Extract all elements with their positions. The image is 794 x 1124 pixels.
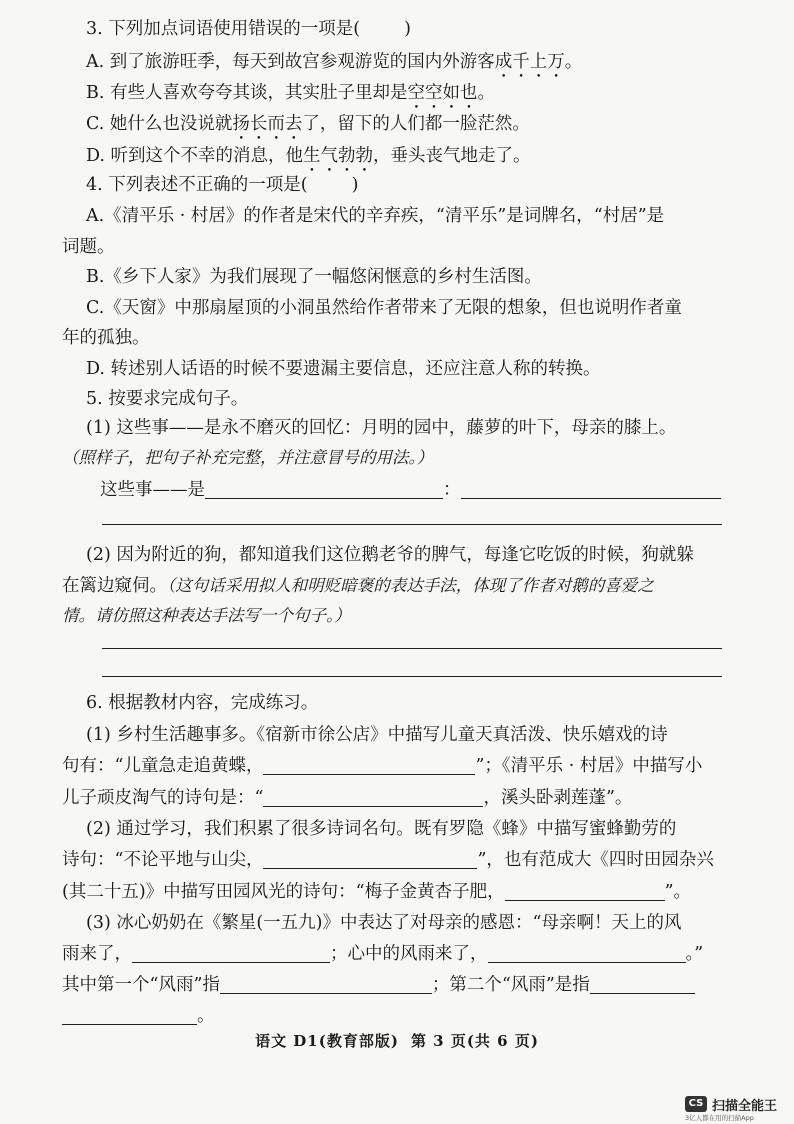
q6-part2-line2: 诗句：“不论平地与山尖， ”，也有范成大《四时田园杂兴 (62, 850, 714, 870)
q5-sentence2-line2: 在篱边窥伺。（这句话采用拟人和明贬暗褒的表达手法，体现了作者对鹅的喜爱之 (62, 576, 654, 596)
q4-option-d: D. 转述别人话语的时候不要遗漏主要信息，还应注意人称的转换。 (86, 359, 601, 379)
q4-option-c-line1: C.《天窗》中那扇屋顶的小洞虽然给作者带来了无限的想象，但也说明作者童 (86, 298, 682, 318)
q5-fill-row: 这些事——是 ： (100, 477, 721, 503)
answer-blank[interactable] (62, 1006, 197, 1025)
q4-option-a-line1: A.《清平乐 · 村居》的作者是宋代的辛弃疾，“清平乐”是词牌名，“村居”是 (86, 206, 665, 226)
answer-blank[interactable] (205, 480, 443, 499)
q3-option-d: D. 听到这个不幸的消息，他生气勃勃，垂头丧气地走了。 (86, 146, 531, 166)
answer-line[interactable] (102, 524, 722, 525)
q6-part1-line1: (1) 乡村生活趣事多。《宿新市徐公店》中描写儿童天真活泼、快乐嬉戏的诗 (86, 725, 668, 745)
q6-part3-line3: 其中第一个“风雨”指 ；第二个“风雨”是指 (62, 972, 695, 998)
q6-part1-line3: 儿子顽皮淘气的诗句是：“ ，溪头卧剥莲蓬”。 (62, 788, 633, 808)
answer-blank[interactable] (220, 975, 432, 994)
answer-blank[interactable] (263, 850, 477, 869)
q5-sentence1-hint: （照样子，把句子补充完整，并注意冒号的用法。） (62, 448, 434, 467)
answer-blank[interactable] (488, 944, 686, 963)
answer-blank[interactable] (590, 975, 695, 994)
camscanner-name: 扫描全能王 (712, 1099, 778, 1114)
q6-part3-line4: 。 (62, 1003, 215, 1029)
q5-sentence2-line3: 情。请仿照这种表达手法写一个句子。） (62, 606, 351, 625)
q5-sentence2-line1: (2) 因为附近的狗，都知道我们这位鹅老爷的脾气，每逢它吃饭的时候，狗就躲 (86, 545, 694, 565)
footer-page-number: 第 3 页(共 6 页) (410, 1032, 539, 1050)
q3-option-b: B. 有些人喜欢夸夸其谈，其实肚子里却是空空如也。 (86, 83, 495, 103)
q6-part1-line2: 句有：“儿童急走追黄蝶， ”；《清平乐 · 村居》中描写小 (62, 756, 703, 776)
page-footer (0, 1030, 794, 1051)
q4-option-c-line2: 年的孤独。 (62, 328, 150, 348)
q6-part3-line2: 雨来了， ；心中的风雨来了， 。” (62, 944, 704, 964)
q3-option-c: C. 她什么也没说就扬长而去了，留下的人们都一脸茫然。 (86, 114, 530, 134)
answer-blank[interactable] (132, 944, 330, 963)
q6-part3-line1: (3) 冰心奶奶在《繁星(一五九)》中表达了对母亲的感恩：“母亲啊！天上的风 (86, 913, 682, 933)
q5-sentence1: (1) 这些事——是永不磨灭的回忆：月明的园中，藤萝的叶下，母亲的膝上。 (86, 418, 677, 438)
q4-option-a-line2: 词题。 (62, 237, 115, 257)
answer-blank[interactable] (461, 480, 721, 499)
answer-blank[interactable] (263, 788, 483, 807)
answer-line[interactable] (102, 676, 722, 677)
camscanner-tagline: 3亿人都在用的扫描App (685, 1114, 754, 1122)
answer-blank[interactable] (505, 882, 665, 901)
q6-part2-line1: (2) 通过学习，我们积累了很多诗词名句。既有罗隐《蜂》中描写蜜蜂勤劳的 (86, 819, 677, 839)
footer-subject: 语文 D1(教育部版) (255, 1032, 399, 1050)
q6-part2-line3: (其二十五)》中描写田园风光的诗句：“梅子金黄杏子肥， ”。 (62, 882, 692, 902)
camscanner-logo: CS (685, 1096, 707, 1112)
q5-title: 5. 按要求完成句子。 (86, 389, 249, 409)
q6-title: 6. 根据教材内容，完成练习。 (86, 693, 319, 713)
answer-line[interactable] (102, 648, 722, 649)
q3-option-a: A. 到了旅游旺季，每天到故宫参观游览的国内外游客成千上万。 (86, 52, 583, 72)
q3-stem: 3. 下列加点词语使用错误的一项是( ) (86, 19, 411, 39)
answer-blank[interactable] (263, 756, 475, 775)
q4-stem: 4. 下列表述不正确的一项是( ) (86, 175, 359, 195)
q4-option-b: B.《乡下人家》为我们展现了一幅悠闲惬意的乡村生活图。 (86, 267, 542, 287)
